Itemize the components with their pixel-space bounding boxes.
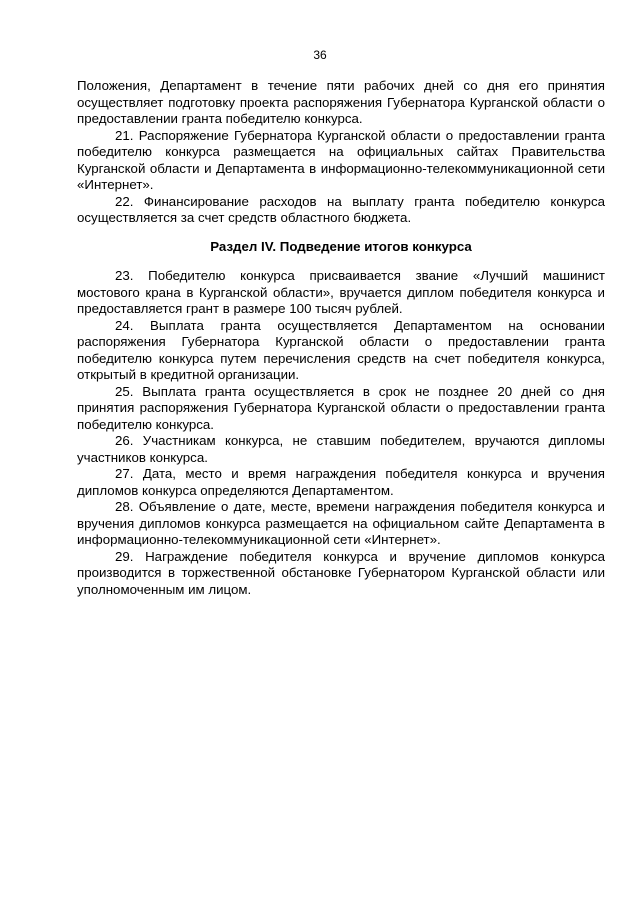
paragraph-22: 22. Финансирование расходов на выплату гранта победителю конкурса осуществляется за счет средств областного бюджета. bbox=[77, 193, 605, 225]
document-body bbox=[77, 78, 605, 598]
paragraph-21: 21. Распоряжение Губернатора Курганской области о предоставлении гранта победителю конкурса размещается на официальных сайтах Правительства Курганской области и Департамента в информационно-телекоммуникационной сети «Интернет». bbox=[77, 127, 605, 192]
paragraph-26: 26. Участникам конкурса, не ставшим победителем, вручаются дипломы участников конкурса. bbox=[77, 433, 605, 465]
paragraph-25: 25. Выплата гранта осуществляется в срок не позднее 20 дней со дня принятия распоряжения Губернатора Курганской области о предоставлении гранта победителю конкурса. bbox=[77, 383, 605, 432]
paragraph-continuation: Положения, Департамент в течение пяти рабочих дней со дня его принятия осуществляет подготовку проекта распоряжения Губернатора Курганской области о предоставлении гранта победителю конкурса. bbox=[77, 78, 605, 126]
paragraph-29: 29. Награждение победителя конкурса и вручение дипломов конкурса производится в торжественной обстановке Губернатором Курганской области или уполномоченным им лицом. bbox=[77, 548, 605, 597]
paragraph-23: 23. Победителю конкурса присваивается звание «Лучший машинист мостового крана в Курганской области», вручается диплом победителя конкурса и предоставляется грант в размере 100 тысяч рублей. bbox=[77, 268, 605, 316]
paragraph-27: 27. Дата, место и время награждения победителя конкурса и вручения дипломов конкурса определяются Департаментом. bbox=[77, 466, 605, 498]
paragraph-24: 24. Выплата гранта осуществляется Департаментом на основании распоряжения Губернатора Курганской области о предоставлении гранта победителю конкурса путем перечисления средств на счет победителя конкурса, открытый в кредитной организации. bbox=[77, 317, 605, 382]
paragraph-28: 28. Объявление о дате, месте, времени награждения победителя конкурса и вручения дипломов конкурса размещается на официальном сайте Департамента в информационно-телекоммуникационной сети «Интернет». bbox=[77, 499, 605, 547]
page-number: 36 bbox=[313, 48, 327, 62]
section-heading: Раздел IV. Подведение итогов конкурса bbox=[210, 238, 472, 254]
